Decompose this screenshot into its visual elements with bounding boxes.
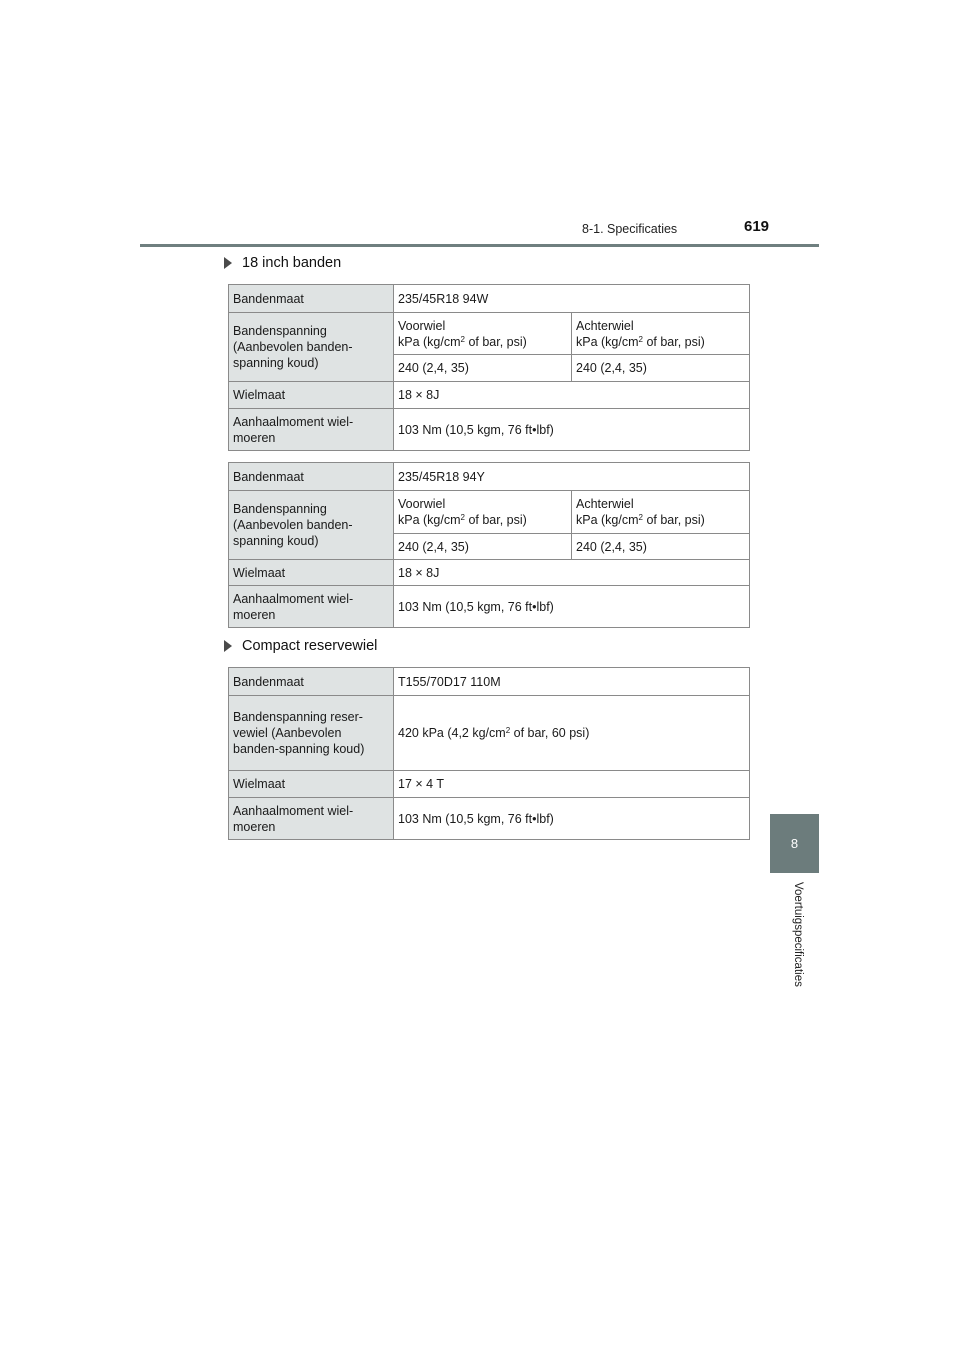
torque-label: Aanhaalmoment wiel-moeren bbox=[229, 798, 394, 840]
rear-wheel-header: Achterwiel kPa ($kg/cm^2$ of bar, psi) bbox=[572, 313, 750, 355]
chapter-title: Voertuigspecificaties bbox=[792, 882, 804, 987]
spec-table-2 bbox=[228, 462, 750, 628]
table-row bbox=[229, 560, 750, 586]
table-row bbox=[229, 463, 750, 491]
pressure-label: Bandenspanning (Aanbevolen banden-spanning koud) bbox=[229, 491, 394, 560]
header-divider bbox=[140, 244, 819, 247]
section-heading-18-inch bbox=[224, 255, 341, 271]
pressure-label: Bandenspanning (Aanbevolen banden-spanning koud) bbox=[229, 313, 394, 382]
table-row bbox=[229, 491, 750, 534]
table-row bbox=[229, 798, 750, 840]
table-row bbox=[229, 586, 750, 628]
rear-pressure-value: 240 (2,4, 35) bbox=[572, 534, 750, 560]
spare-pressure-value: 420 kPa (4,2 $kg/cm^2$ of bar, 60 psi) bbox=[394, 696, 750, 771]
front-pressure-value: 240 (2,4, 35) bbox=[394, 534, 572, 560]
wheel-size-label: Wielmaat bbox=[229, 382, 394, 409]
spare-pressure-label: Bandenspanning reser-vewiel (Aanbevolen banden-spanning koud) bbox=[229, 696, 394, 771]
table-row bbox=[229, 696, 750, 771]
wheel-size-label: Wielmaat bbox=[229, 771, 394, 798]
table-row bbox=[229, 285, 750, 313]
section-heading-text: Compact reservewiel bbox=[242, 638, 378, 654]
page-number: 619 bbox=[744, 218, 770, 235]
front-pressure-value: 240 (2,4, 35) bbox=[394, 355, 572, 382]
tire-size-value: T155/70D17 110M bbox=[394, 668, 750, 696]
tire-size-label: Bandenmaat bbox=[229, 463, 394, 491]
section-heading-text: 18 inch banden bbox=[242, 255, 342, 271]
torque-value: 103 Nm (10,5 kgm, 76 ft•lbf) bbox=[394, 798, 750, 840]
torque-value: 103 Nm (10,5 kgm, 76 ft•lbf) bbox=[394, 409, 750, 451]
tire-size-label: Bandenmaat bbox=[229, 285, 394, 313]
wheel-size-value: 17 × 4 T bbox=[394, 771, 750, 798]
section-title: 8-1. Specificaties bbox=[582, 222, 678, 236]
spec-table-1 bbox=[228, 284, 750, 451]
wheel-size-label: Wielmaat bbox=[229, 560, 394, 586]
torque-label: Aanhaalmoment wiel-moeren bbox=[229, 409, 394, 451]
table-row bbox=[229, 771, 750, 798]
tire-size-value: 235/45R18 94Y bbox=[394, 463, 750, 491]
tire-size-label: Bandenmaat bbox=[229, 668, 394, 696]
front-wheel-header: Voorwiel kPa ($kg/cm^2$ of bar, psi) bbox=[394, 313, 572, 355]
arrow-right-icon bbox=[224, 257, 232, 269]
chapter-tab bbox=[770, 814, 819, 873]
torque-label: Aanhaalmoment wiel-moeren bbox=[229, 586, 394, 628]
tire-size-value: 235/45R18 94W bbox=[394, 285, 750, 313]
table-row bbox=[229, 668, 750, 696]
wheel-size-value: 18 × 8J bbox=[394, 382, 750, 409]
rear-wheel-header: Achterwiel kPa ($kg/cm^2$ of bar, psi) bbox=[572, 491, 750, 534]
section-heading-compact-spare bbox=[224, 638, 377, 654]
table-row bbox=[229, 382, 750, 409]
arrow-right-icon bbox=[224, 640, 232, 652]
wheel-size-value: 18 × 8J bbox=[394, 560, 750, 586]
table-row bbox=[229, 409, 750, 451]
torque-value: 103 Nm (10,5 kgm, 76 ft•lbf) bbox=[394, 586, 750, 628]
chapter-number: 8 bbox=[790, 836, 799, 851]
front-wheel-header: Voorwiel kPa ($kg/cm^2$ of bar, psi) bbox=[394, 491, 572, 534]
rear-pressure-value: 240 (2,4, 35) bbox=[572, 355, 750, 382]
table-row bbox=[229, 313, 750, 355]
spec-table-3 bbox=[228, 667, 750, 840]
